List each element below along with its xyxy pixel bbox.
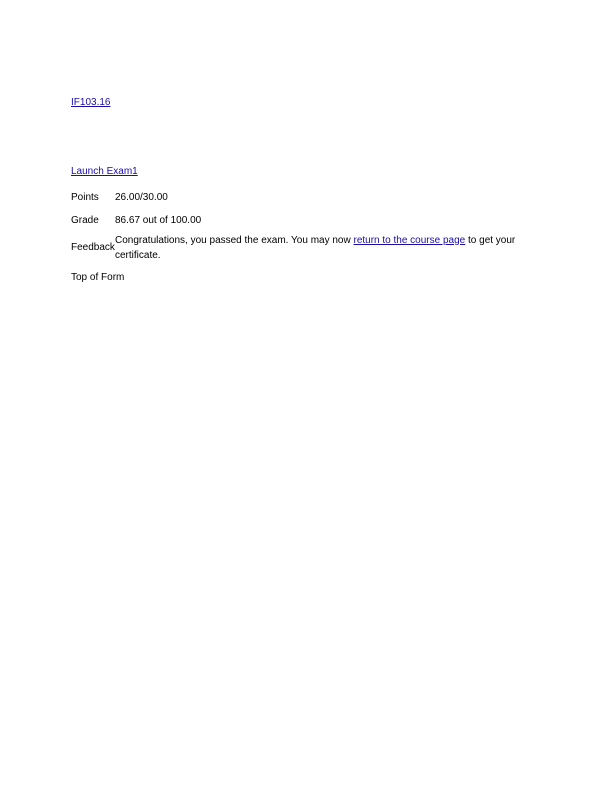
feedback-label: Feedback [71,242,115,253]
exam-results-table [71,186,531,263]
return-to-course-link[interactable]: return to the course page [353,234,466,246]
points-label: Points [71,192,99,203]
feedback-row [71,232,531,263]
top-of-form-marker: Top of Form [71,272,125,283]
grade-label: Grade [71,215,99,226]
launch-exam-link[interactable]: Launch Exam1 [71,166,138,177]
feedback-prefix: Congratulations, you passed the exam. You may now [115,234,354,246]
feedback-text [115,232,531,263]
points-row [71,186,531,209]
points-value: 26.00/30.00 [115,192,168,203]
feedback-suffix: to get your certificate. [115,234,516,261]
course-code-link[interactable]: IF103.16 [71,97,111,108]
grade-value: 86.67 out of 100.00 [115,215,202,226]
grade-row [71,209,531,232]
